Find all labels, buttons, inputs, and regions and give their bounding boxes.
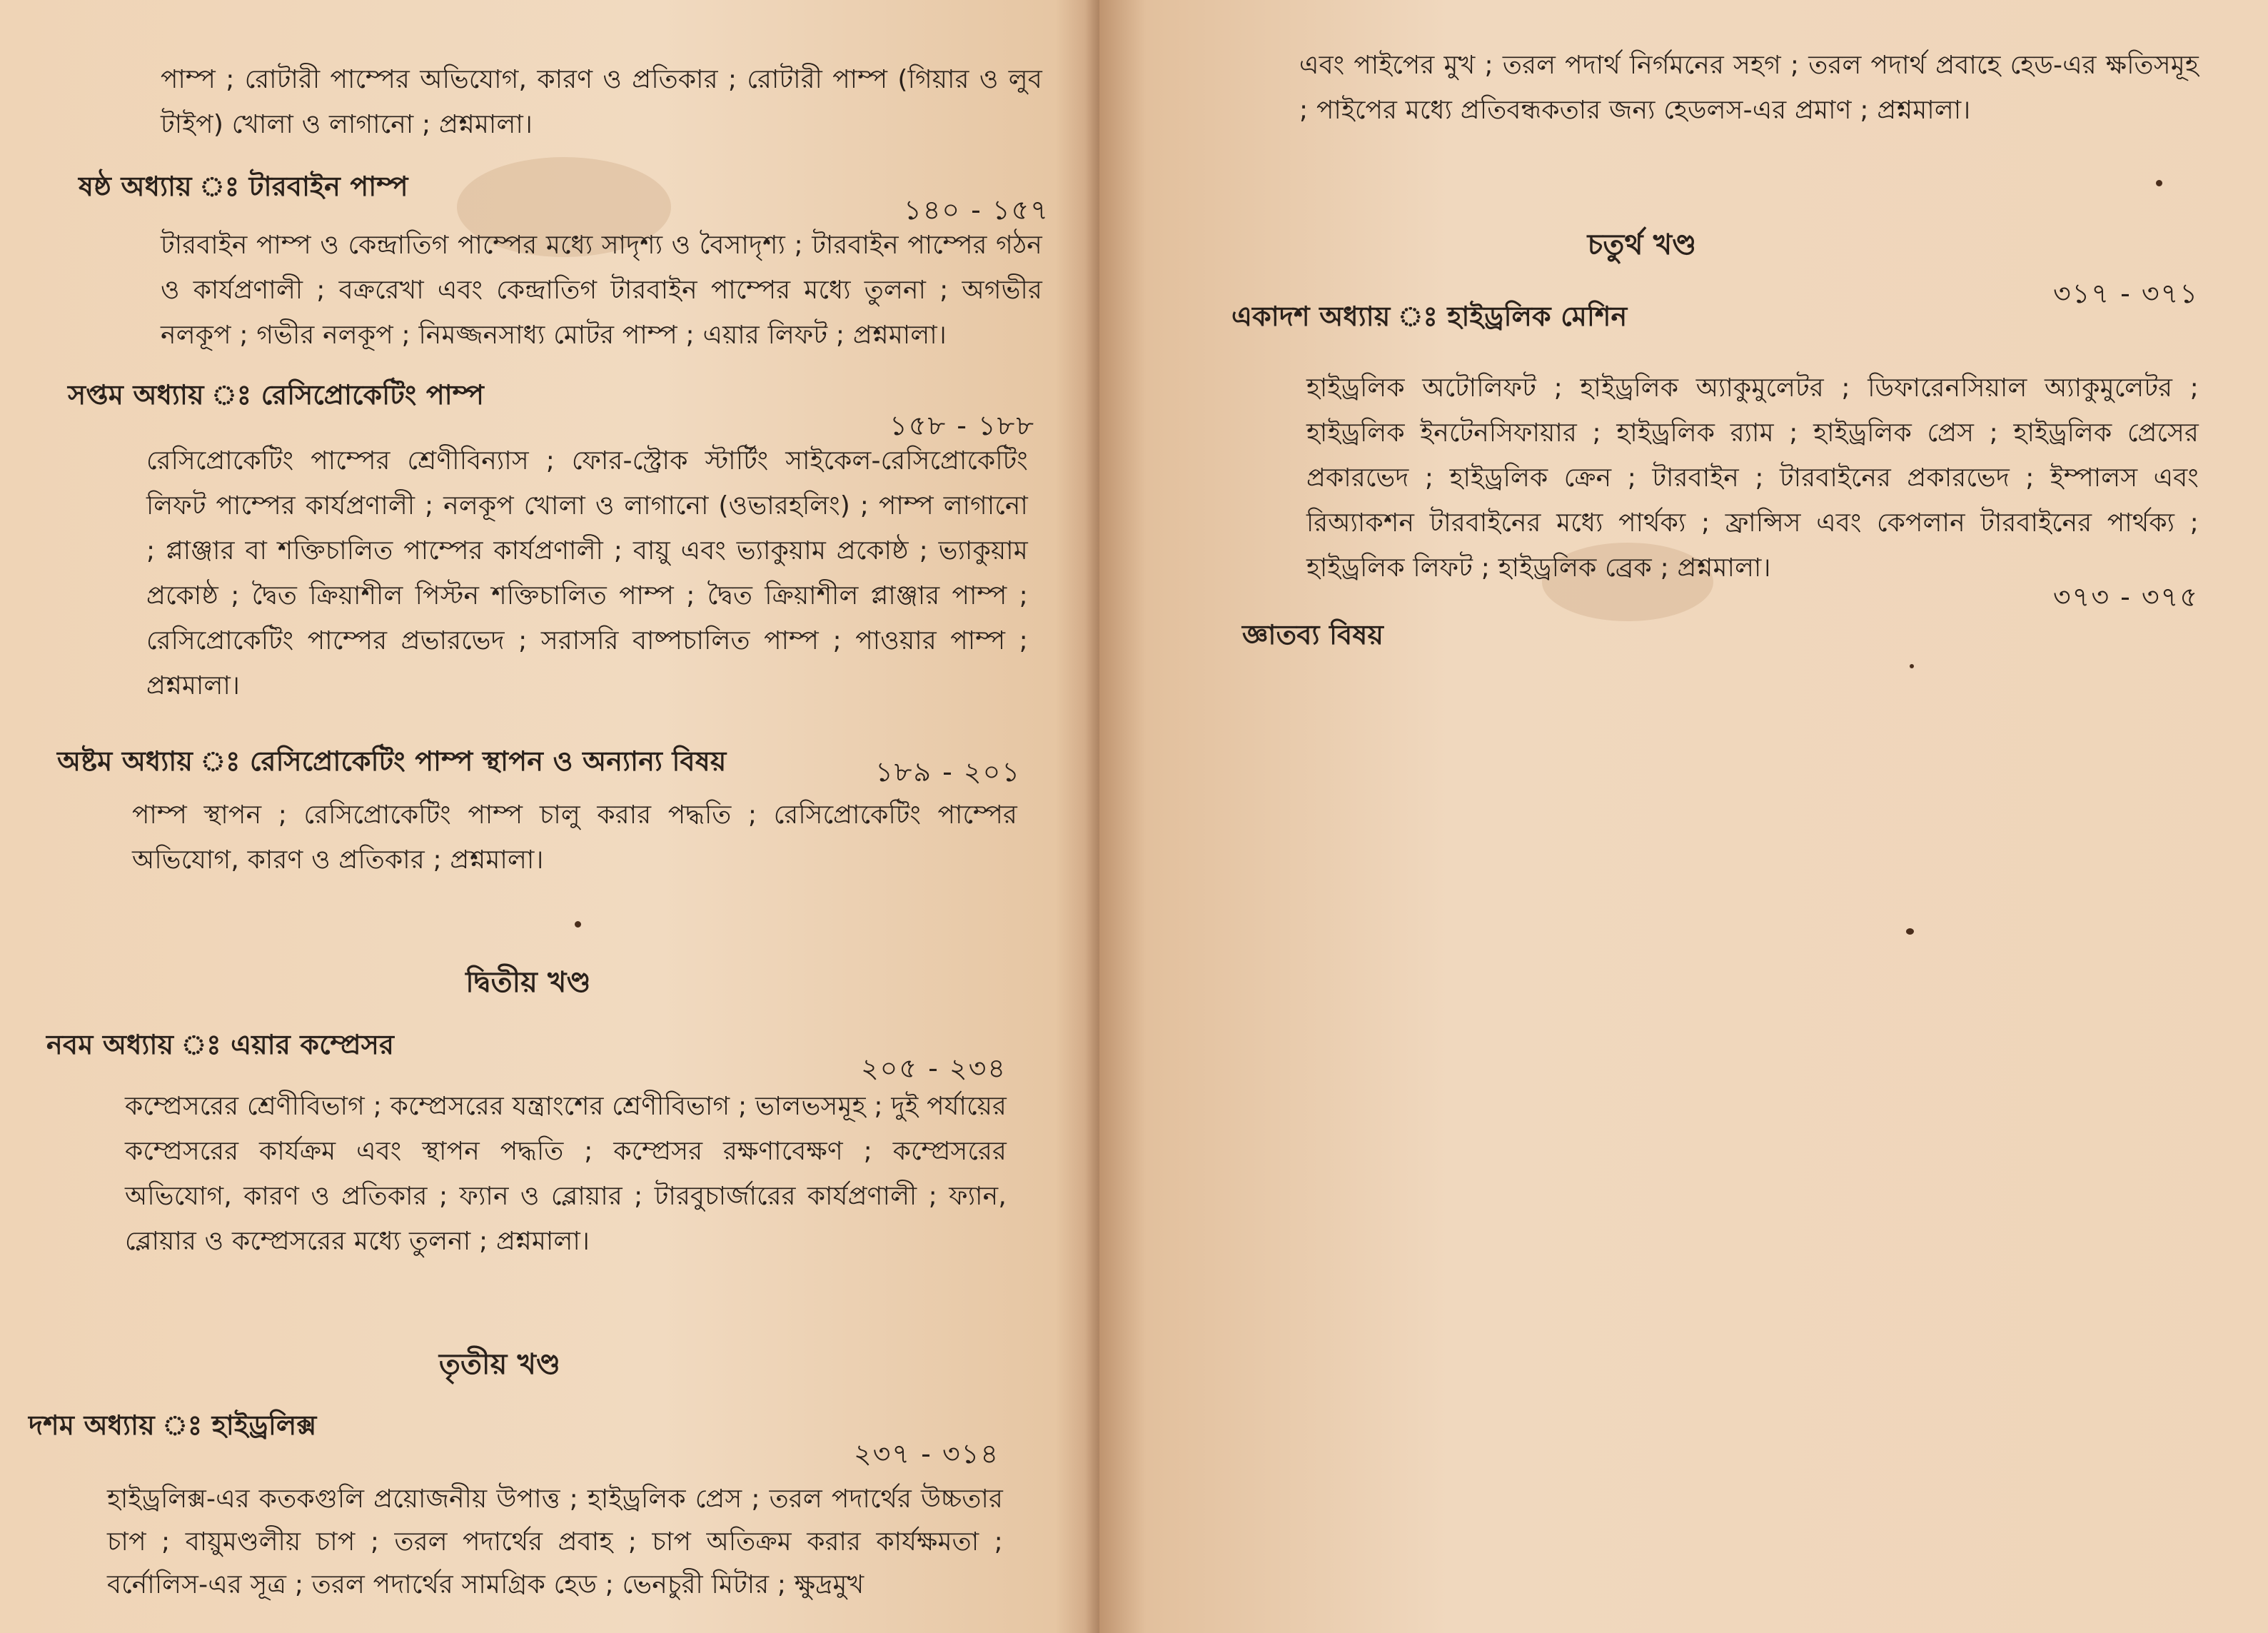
section-3-heading: তৃতীয় খণ্ড	[438, 1348, 561, 1381]
chapter-11-page-range: ৩১৭ - ৩৭১	[2052, 278, 2199, 309]
chapter-6-title: ষষ্ঠ অধ্যায় ঃ টারবাইন পাম্প	[79, 171, 408, 202]
chapter-9-page-range: ২০৫ - ২৩৪	[860, 1052, 1007, 1084]
toc-entry-continuation: পাম্প ; রোটারী পাম্পের অভিযোগ, কারণ ও প্রতিকার ; রোটারী পাম্প (গিয়ার ও লুব টাইপ) খোলা ও লাগানো ; প্রশ্নমালা।	[161, 65, 1042, 139]
chapter-8-contents: পাম্প স্থাপন ; রেসিপ্রোকেটিং পাম্প চালু করার পদ্ধতি ; রেসিপ্রোকেটিং পাম্পের অভিযোগ, কারণ ও প্রতিকার ; প্রশ্নমালা।	[132, 800, 1017, 875]
chapter-6-contents: টারবাইন পাম্প ও কেন্দ্রাতিগ পাম্পের মধ্যে সাদৃশ্য ও বৈসাদৃশ্য ; টারবাইন পাম্পের গঠন ও কার্যপ্রণালী ; বক্ররেখা এবং কেন্দ্রাতিগ টারবাইন পাম্পের মধ্যে তুলনা ; অগভীর নলকূপ ; গভীর নলকূপ ; নিমজ্জনসাধ্য মোটর পাম্প ; এয়ার লিফট ; প্রশ্নমালা।	[161, 231, 1042, 350]
paper-speck	[1910, 664, 1914, 668]
chapter-9-contents: কম্প্রেসরের শ্রেণীবিভাগ ; কম্প্রেসরের যন্ত্রাংশের শ্রেণীবিভাগ ; ভালভসমূহ ; দুই পর্যায়ের কম্প্রেসরের কার্যক্রম এবং স্থাপন পদ্ধতি ; কম্প্রেসর রক্ষণাবেক্ষণ ; কম্প্রেসরের অভিযোগ, কারণ ও প্রতিকার ; ফ্যান ও ব্লোয়ার ; টারবুচার্জারের কার্যপ্রণালী ; ফ্যান, ব্লোয়ার ও কম্প্রেসরের মধ্যে তুলনা ; প্রশ্নমালা।	[125, 1092, 1007, 1256]
appendix-title: জ্ঞাতব্য বিষয়	[1242, 619, 1384, 650]
right-page	[1099, 0, 2268, 1633]
chapter-8-page-range: ১৮৯ - ২০১	[875, 756, 1021, 788]
paper-speck	[2156, 180, 2162, 186]
chapter-10-contents: হাইড্রলিক্স-এর কতকগুলি প্রয়োজনীয় উপাত্ত ; হাইড্রলিক প্রেস ; তরল পদার্থের উচ্চতার চাপ ; বায়ুমণ্ডলীয় চাপ ; তরল পদার্থের প্রবাহ ; চাপ অতিক্রম করার কার্যক্ষমতা ; বর্নোলিস-এর সূত্র ; তরল পদার্থের সামগ্রিক হেড ; ভেনচুরী মিটার ; ক্ষুদ্রমুখ	[107, 1484, 1003, 1599]
paper-speck	[575, 921, 581, 928]
section-2-heading: দ্বিতীয় খণ্ড	[465, 966, 591, 999]
chapter-10-page-range: ২৩৭ - ৩১৪	[853, 1438, 999, 1469]
chapter-7-page-range: ১৫৮ - ১৮৮	[889, 410, 1035, 441]
chapter-11-contents: হাইড্রলিক অটোলিফট ; হাইড্রলিক অ্যাকুমুলেটর ; ডিফারেনসিয়াল অ্যাকুমুলেটর ; হাইড্রলিক ইনটেনসিফায়ার ; হাইড্রলিক র‍্যাম ; হাইড্রলিক প্রেস ; হাইড্রলিক প্রেসের প্রকারভেদ ; হাইড্রলিক ক্রেন ; টারবাইন ; টারবাইনের প্রকারভেদ ; ইম্পালস এবং রিঅ্যাকশন টারবাইনের মধ্যে পার্থক্য ; ফ্রান্সিস এবং কেপলান টারবাইনের পার্থক্য ; হাইড্রলিক লিফট ; হাইড্রলিক ব্রেক ; প্রশ্নমালা।	[1306, 373, 2199, 583]
chapter-10-title: দশম অধ্যায় ঃ হাইড্রলিক্স	[29, 1410, 317, 1441]
chapter-7-contents: রেসিপ্রোকেটিং পাম্পের শ্রেণীবিন্যাস ; ফোর-স্ট্রোক স্টার্টিং সাইকেল-রেসিপ্রোকেটিং লিফট পাম্পের কার্যপ্রণালী ; নলকূপ খোলা ও লাগানো (ওভারহলিং) ; পাম্প লাগানো ; প্লাঞ্জার বা শক্তিচালিত পাম্পের কার্যপ্রণালী ; বায়ু এবং ভ্যাকুয়াম প্রকোষ্ঠ ; ভ্যাকুয়াম প্রকোষ্ঠ ; দ্বৈত ক্রিয়াশীল পিস্টন শক্তিচালিত পাম্প ; দ্বৈত ক্রিয়াশীল প্লাঞ্জার পাম্প ; রেসিপ্রোকেটিং পাম্পের প্রভারভেদ ; সরাসরি বাষ্পচালিত পাম্প ; পাওয়ার পাম্প ; প্রশ্নমালা।	[146, 446, 1028, 700]
toc-entry-continuation-right: এবং পাইপের মুখ ; তরল পদার্থ নির্গমনের সহগ ; তরল পদার্থ প্রবাহে হেড-এর ক্ষতিসমূহ ; পাইপের মধ্যে প্রতিবন্ধকতার জন্য হেডলস-এর প্রমাণ ; প্রশ্নমালা।	[1299, 51, 2199, 125]
chapter-6-page-range: ১৪০ - ১৫৭	[904, 194, 1049, 226]
chapter-9-title: নবম অধ্যায় ঃ এয়ার কম্প্রেসর	[46, 1029, 395, 1060]
appendix-page-range: ৩৭৩ - ৩৭৫	[2052, 581, 2199, 613]
chapter-11-title: একাদশ অধ্যায় ঃ হাইড্রলিক মেশিন	[1231, 301, 1628, 332]
section-4-heading: চতুর্থ খণ্ড	[1587, 228, 1697, 261]
left-page	[0, 0, 1099, 1633]
paper-speck	[1906, 928, 1914, 935]
chapter-7-title: সপ্তম অধ্যায় ঃ রেসিপ্রোকেটিং পাম্প	[68, 379, 485, 411]
chapter-8-title: অষ্টম অধ্যায় ঃ রেসিপ্রোকেটিং পাম্প স্থাপন ও অন্যান্য বিষয়	[57, 745, 727, 777]
